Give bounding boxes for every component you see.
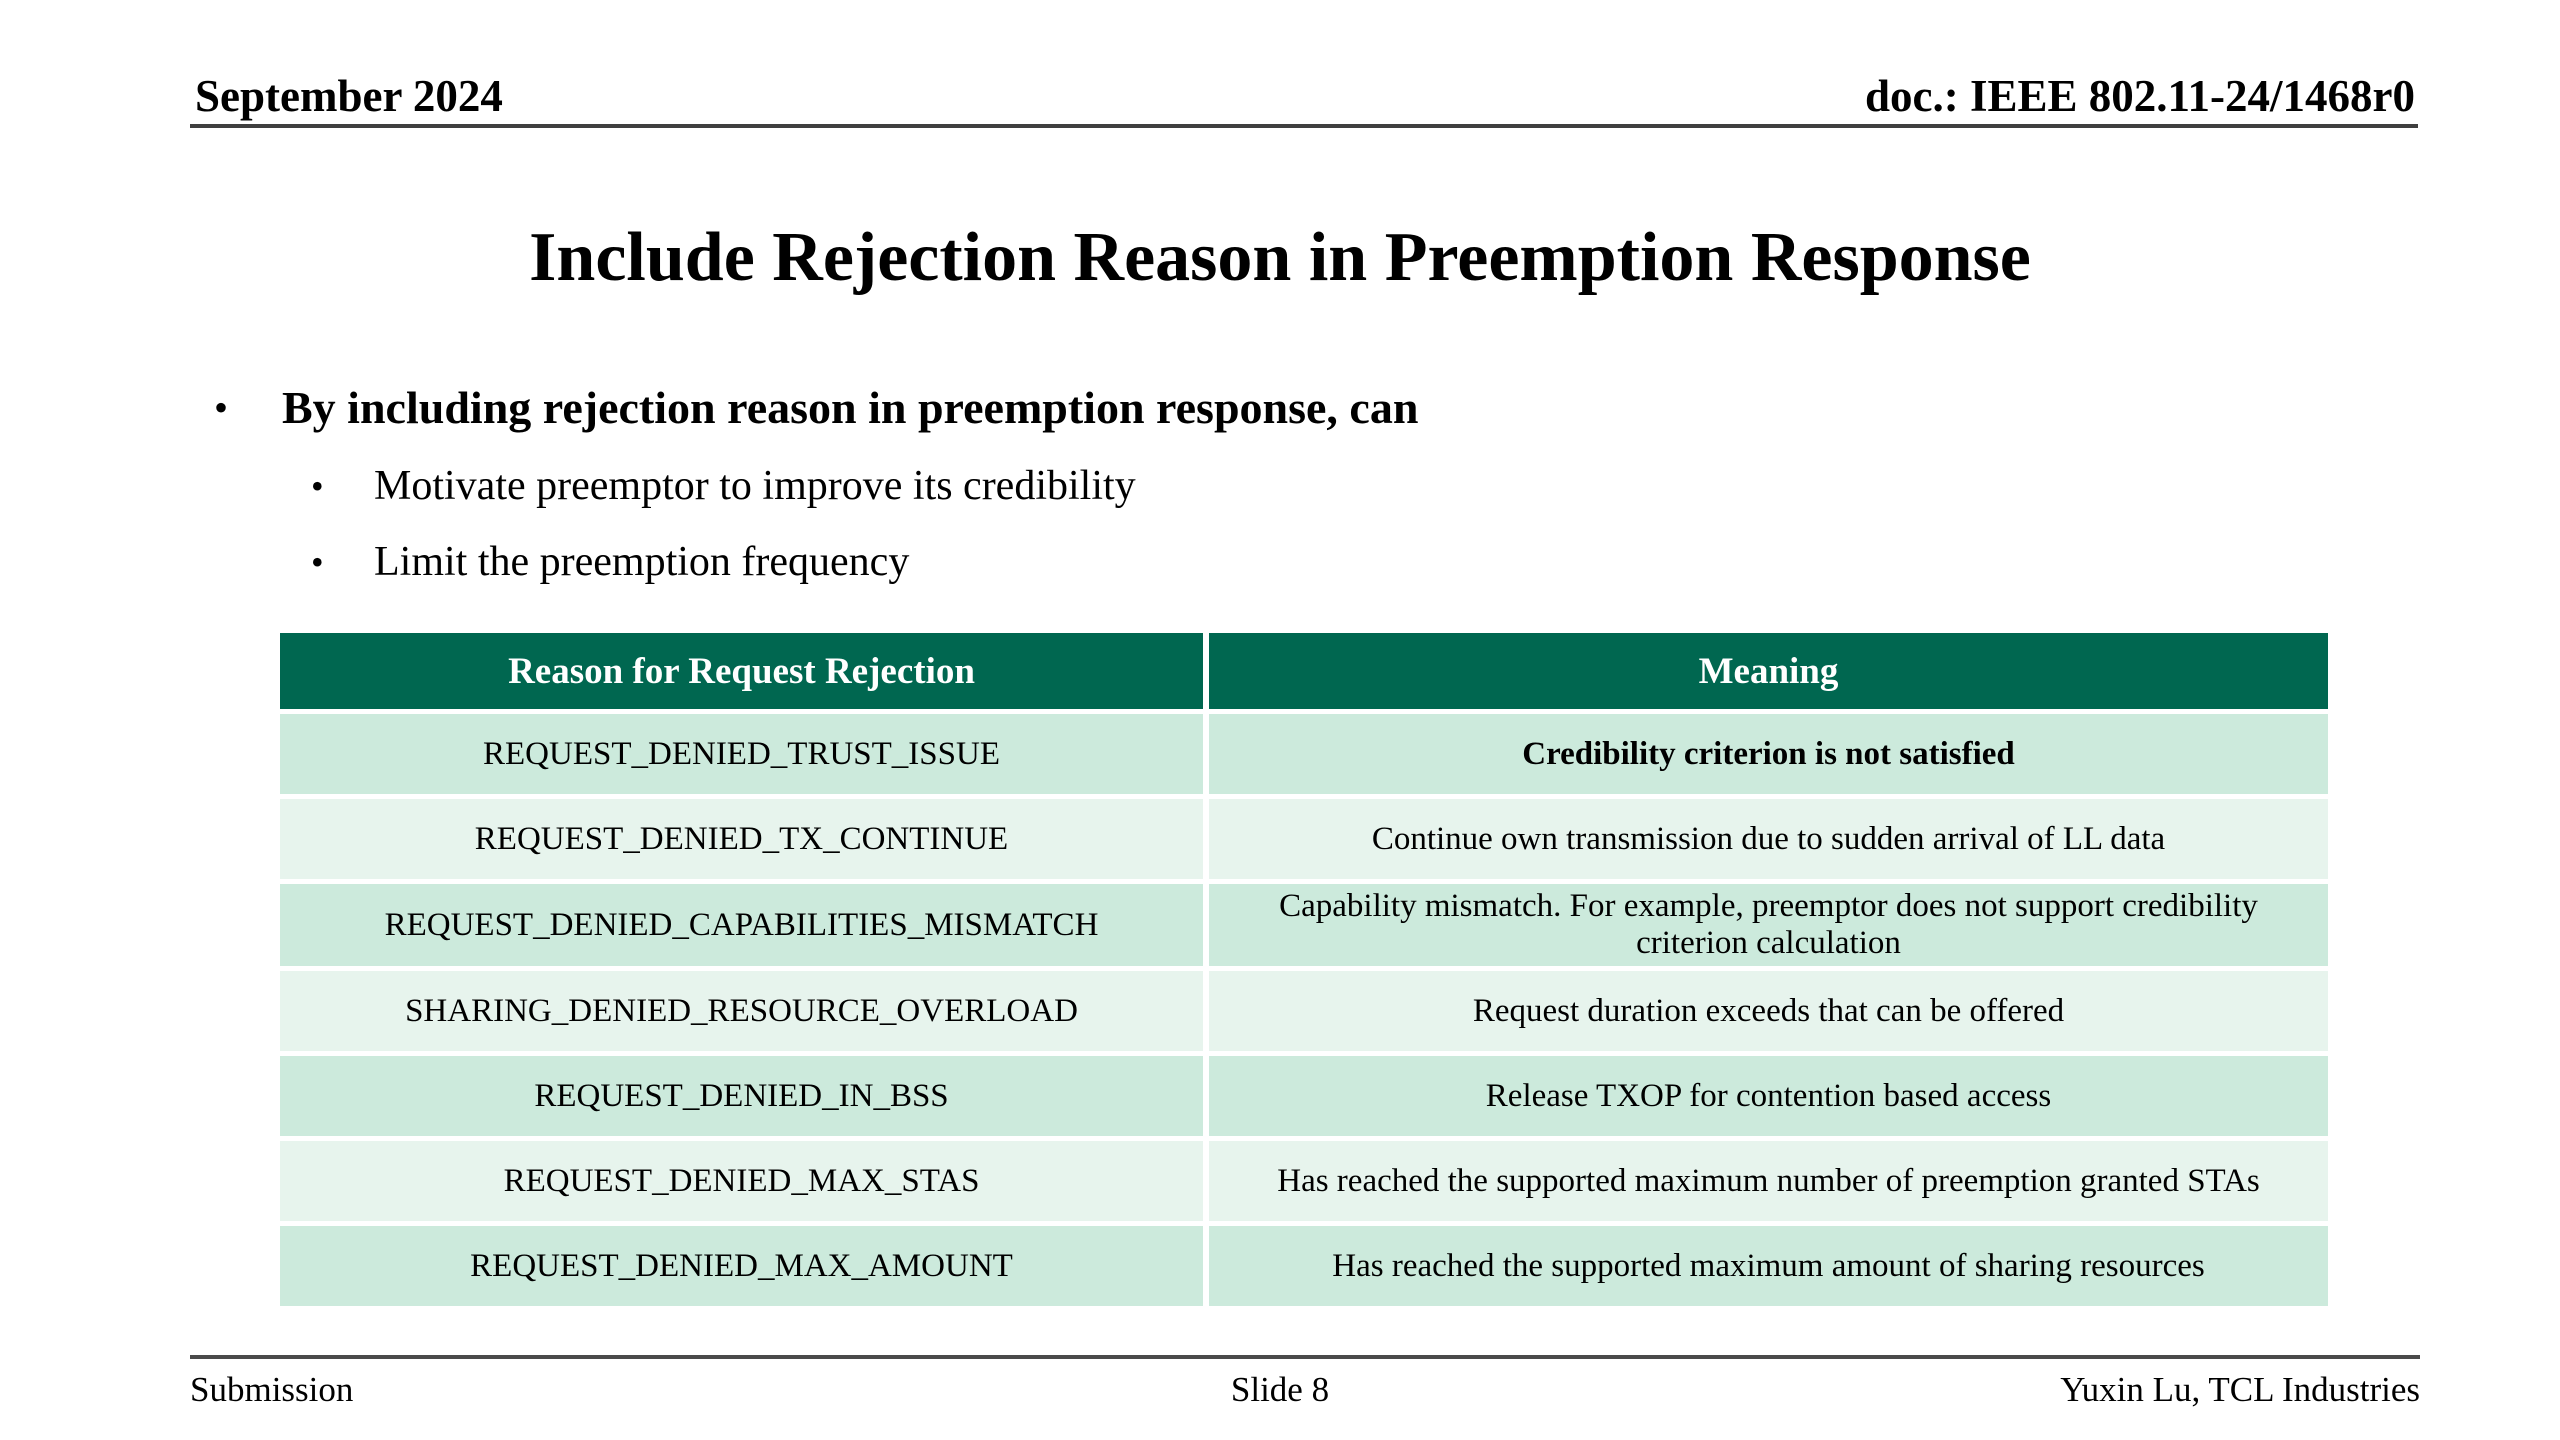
bullet-list — [214, 378, 2314, 590]
table-header-row — [280, 633, 2328, 709]
footer-attribution: Yuxin Lu, TCL Industries — [2060, 1370, 2420, 1409]
sub-bullet-item — [311, 458, 2314, 514]
bullet-icon: • — [311, 466, 324, 506]
table-row — [280, 1226, 2328, 1306]
bullet-icon: • — [311, 542, 324, 582]
reason-cell: REQUEST_DENIED_TX_CONTINUE — [280, 799, 1203, 879]
meaning-cell: Release TXOP for contention based access — [1209, 1056, 2328, 1136]
sub-bullet-text: Limit the preemption frequency — [374, 539, 910, 585]
meaning-cell: Request duration exceeds that can be offered — [1209, 971, 2328, 1051]
table-row — [280, 714, 2328, 794]
slide-header-doc-number: doc.: IEEE 802.11-24/1468r0 — [1864, 71, 2415, 121]
bullet-icon: • — [214, 385, 229, 430]
bullet-text: By including rejection reason in preemption response, can — [282, 382, 1419, 433]
table-row — [280, 1056, 2328, 1136]
footer-rule — [190, 1355, 2420, 1359]
table-header-cell-meaning: Meaning — [1698, 650, 1839, 692]
sub-bullet-item — [311, 534, 2314, 590]
table-row — [280, 1141, 2328, 1221]
table-row — [280, 884, 2328, 966]
reason-cell: REQUEST_DENIED_TRUST_ISSUE — [280, 714, 1203, 794]
reason-cell: REQUEST_DENIED_MAX_STAS — [280, 1141, 1203, 1221]
bullet-item-main — [214, 378, 2314, 438]
reason-cell: REQUEST_DENIED_CAPABILITIES_MISMATCH — [280, 884, 1203, 966]
slide-title: Include Rejection Reason in Preemption Response — [529, 219, 2031, 296]
meaning-cell: Has reached the supported maximum number of preemption granted STAs — [1209, 1141, 2328, 1221]
header-rule — [190, 124, 2418, 128]
table-row — [280, 971, 2328, 1051]
sub-bullet-text: Motivate preemptor to improve its credibility — [374, 463, 1136, 509]
reason-cell: REQUEST_DENIED_MAX_AMOUNT — [280, 1226, 1203, 1306]
slide-header-date: September 2024 — [195, 71, 503, 121]
meaning-cell: Has reached the supported maximum amount of sharing resources — [1209, 1226, 2328, 1306]
table-header-cell-reason: Reason for Request Rejection — [508, 650, 975, 692]
reason-cell: SHARING_DENIED_RESOURCE_OVERLOAD — [280, 971, 1203, 1051]
meaning-cell: Credibility criterion is not satisfied — [1209, 714, 2328, 794]
meaning-cell: Capability mismatch. For example, preemptor does not support credibility criterion calculation — [1209, 884, 2328, 966]
footer-slide-number: Slide 8 — [1230, 1370, 1330, 1409]
footer-submission-label: Submission — [190, 1370, 354, 1409]
rejection-reason-table — [280, 633, 2328, 1306]
reason-cell: REQUEST_DENIED_IN_BSS — [280, 1056, 1203, 1136]
meaning-cell: Continue own transmission due to sudden arrival of LL data — [1209, 799, 2328, 879]
table-row — [280, 799, 2328, 879]
